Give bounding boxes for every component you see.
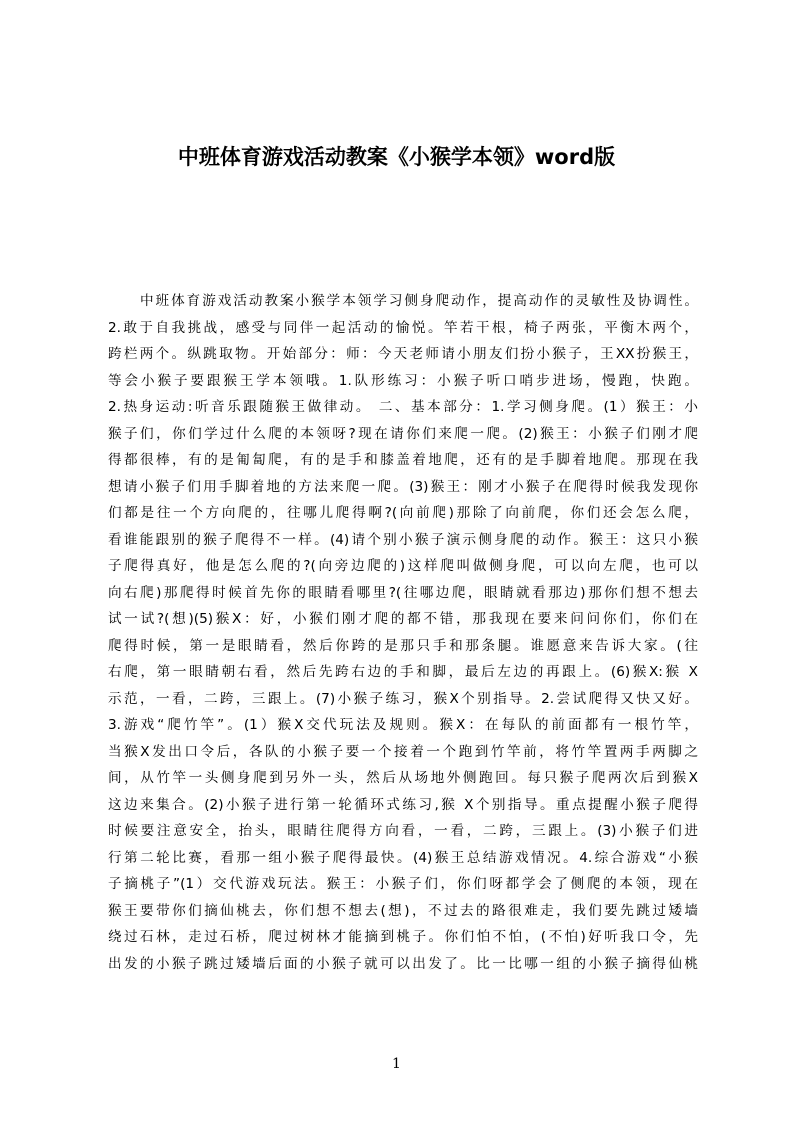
body-line: 这边来集合。(2)小猴子进行第一轮循环式练习,猴 X个别指导。重点提醒小猴子爬得 <box>108 796 698 813</box>
body-line: 看谁能跟别的猴子爬得不一样。(4)请个别小猴子演示侧身爬的动作。猴王：这只小猴 <box>108 531 698 548</box>
body-line: 行第二轮比赛，看那一组小猴子爬得最快。(4)猴王总结游戏情况。4.综合游戏“小猴 <box>108 849 698 866</box>
body-line: 中班体育游戏活动教案小猴学本领学习侧身爬动作，提高动作的灵敏性及协调性。 <box>140 293 698 309</box>
body-line: 想请小猴子们用手脚着地的方法来爬一爬。(3)猴王：刚才小猴子在爬得时候我发现你 <box>108 478 698 495</box>
document-body <box>108 288 698 992</box>
body-line: 时候要注意安全，抬头，眼睛往爬得方向看，一看，二跨，三跟上。(3)小猴子们进 <box>108 823 698 839</box>
body-line: 当猴X发出口令后，各队的小猴子要一个接着一个跑到竹竿前，将竹竿置两手两脚之 <box>108 743 698 760</box>
body-line: 猴王要带你们摘仙桃去，你们想不想去(想)，不过去的路很难走，我们要先跳过矮墙 <box>108 902 698 919</box>
body-line: 出发的小猴子跳过矮墙后面的小猴子就可以出发了。比一比哪一组的小猴子摘得仙桃 <box>108 955 698 972</box>
body-line: 猴子们，你们学过什么爬的本领呀?现在请你们来爬一爬。(2)猴王：小猴子们刚才爬 <box>108 425 698 442</box>
body-line: 2.热身运动:听音乐跟随猴王做律动。 二、基本部分：1.学习侧身爬。(1）猴王：小 <box>108 399 698 415</box>
body-line: 示范，一看，二跨，三跟上。(7)小猴子练习，猴X个别指导。2.尝试爬得又快又好。 <box>108 690 698 707</box>
body-line: 们都是往一个方向爬的，往哪儿爬得啊?(向前爬)那除了向前爬，你们还会怎么爬， <box>108 505 698 521</box>
body-line: 绕过石林，走过石桥，爬过树林才能摘到桃子。你们怕不怕，(不怕)好听我口令，先 <box>108 929 698 945</box>
body-line: 右爬，第一眼睛朝右看，然后先跨右边的手和脚，最后左边的再跟上。(6)猴X:猴 X <box>108 664 698 680</box>
page-number: 1 <box>392 1056 401 1072</box>
body-line: 子爬得真好，他是怎么爬的?(向旁边爬的)这样爬叫做侧身爬，可以向左爬，也可以 <box>108 558 698 574</box>
body-line: 试一试?(想)(5)猴X：好，小猴们刚才爬的都不错，那我现在要来问问你们，你们在 <box>108 611 698 627</box>
body-line: 子摘桃子”(1）交代游戏玩法。猴王：小猴子们，你们呀都学会了侧爬的本领，现在 <box>108 876 698 892</box>
body-line: 3.游戏“爬竹竿”。(1）猴X交代玩法及规则。猴X：在每队的前面都有一根竹竿， <box>108 717 698 733</box>
body-line: 跨栏两个。纵跳取物。开始部分：师：今天老师请小朋友们扮小猴子，王XX扮猴王， <box>108 346 698 362</box>
body-line: 爬得时候，第一是眼睛看，然后你跨的是那只手和那条腿。谁愿意来告诉大家。(往 <box>108 637 698 654</box>
body-line: 得都很棒，有的是匍匐爬，有的是手和膝盖着地爬，还有的是手脚着地爬。那现在我 <box>108 452 698 468</box>
body-line: 间，从竹竿一头侧身爬到另外一头，然后从场地外侧跑回。每只猴子爬两次后到猴X <box>108 770 698 786</box>
body-line: 向右爬)那爬得时候首先你的眼睛看哪里?(往哪边爬，眼睛就看那边)那你们想不想去 <box>108 584 698 601</box>
document-title: 中班体育游戏活动教案《小猴学本领》word版 <box>177 145 616 169</box>
body-line: 2.敢于自我挑战，感受与同伴一起活动的愉悦。竿若干根，椅子两张，平衡木两个， <box>108 319 698 336</box>
body-line: 等会小猴子要跟猴王学本领哦。1.队形练习：小猴子听口哨步进场，慢跑，快跑。 <box>108 372 698 389</box>
